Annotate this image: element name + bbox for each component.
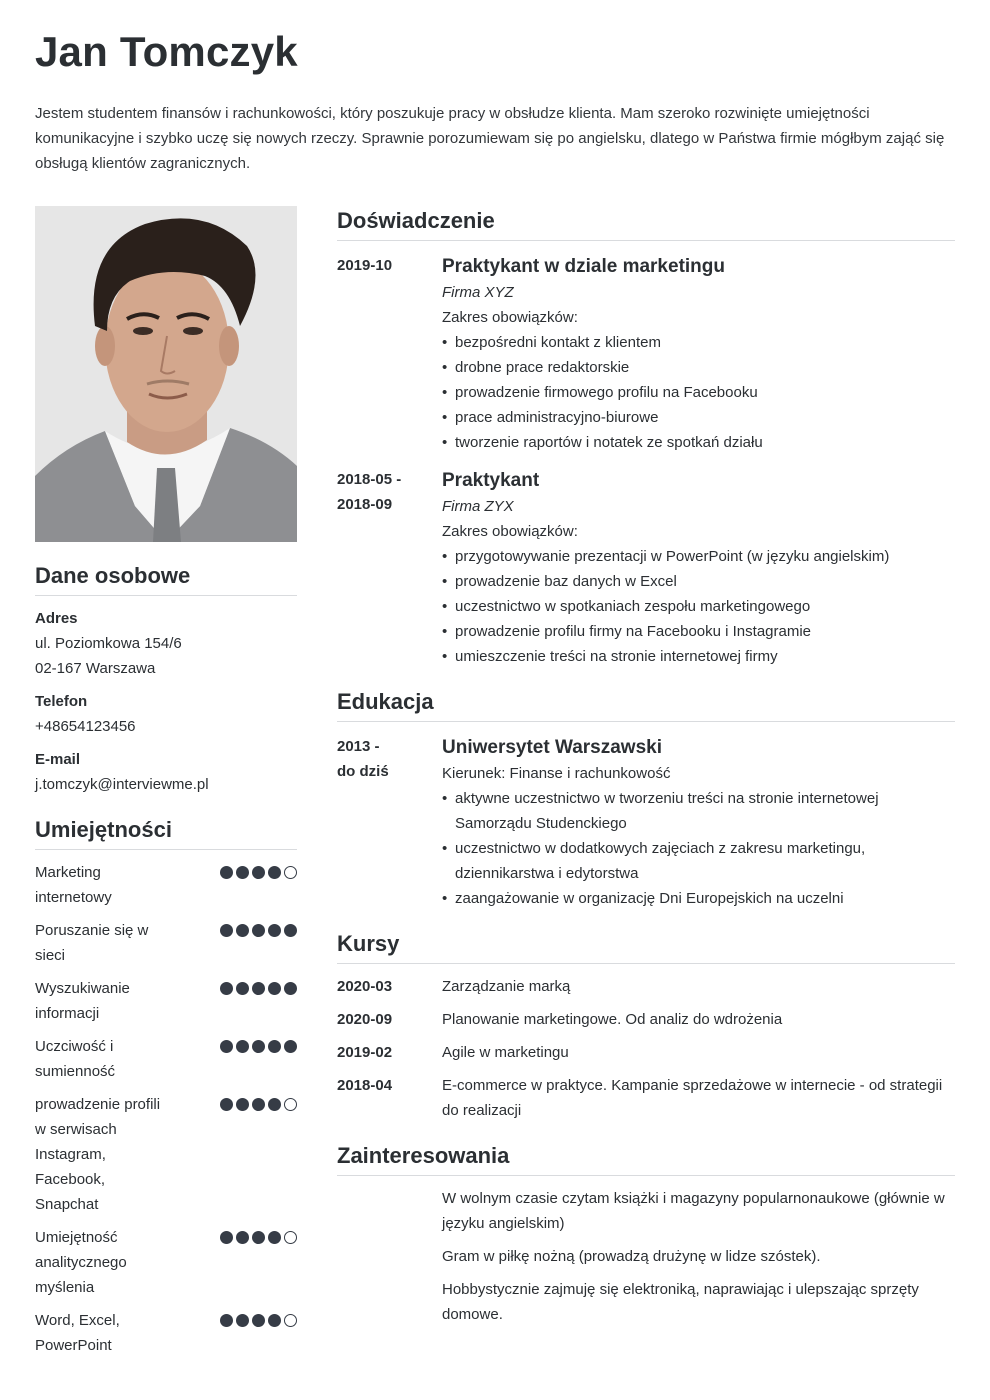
rating-dot-filled [236, 1098, 249, 1111]
course-name: Planowanie marketingowe. Od analiz do wdrożenia [442, 1011, 783, 1028]
interest-item: Gram w piłkę nożną (prowadzą drużynę w lidze szóstek). [442, 1248, 821, 1265]
rating-dot-filled [220, 982, 233, 995]
rating-dot-filled [220, 924, 233, 937]
rating-dot-empty [284, 866, 297, 879]
skill-name: prowadzenie profili w serwisach Instagram, Facebook, Snapchat [35, 1096, 161, 1213]
rating-dot-filled [252, 1040, 265, 1053]
skill-name: Word, Excel, PowerPoint [35, 1312, 120, 1354]
email-label: E-mail [35, 751, 81, 768]
rating-dot-filled [268, 866, 281, 879]
education-entry [337, 734, 955, 911]
rating-dot-filled [268, 924, 281, 937]
portrait-image [35, 206, 297, 542]
skill-item [35, 1092, 297, 1217]
experience-section [337, 208, 955, 669]
responsibility-item: • prowadzenie baz danych w Excel [442, 569, 955, 594]
address-line-2: 02-167 Warszawa [35, 660, 156, 677]
education-bullet: • zaangażowanie w organizację Dni Europejskich na uczelni [442, 886, 955, 911]
skill-item [35, 1308, 297, 1358]
responsibilities-list [442, 544, 955, 669]
skill-item [35, 976, 297, 1026]
course-name: Zarządzanie marką [442, 978, 571, 995]
rating-dot-filled [236, 1231, 249, 1244]
skill-rating [220, 860, 297, 879]
responsibilities-label: Zakres obowiązków: [442, 309, 578, 326]
responsibility-item: • przygotowywanie prezentacji w PowerPoint (w języku angielskim) [442, 544, 955, 569]
courses-list [337, 974, 955, 1123]
skill-rating [220, 976, 297, 995]
interests-list [337, 1186, 955, 1327]
responsibility-item: • prowadzenie profilu firmy na Facebooku i Instagramie [442, 619, 955, 644]
address-label: Adres [35, 610, 78, 627]
education-heading: Edukacja [337, 689, 955, 722]
left-column [35, 206, 297, 1366]
interest-item: Hobbystycznie zajmuję się elektroniką, naprawiając i ulepszając sprzęty domowe. [442, 1281, 919, 1323]
job-title: Praktykant [442, 470, 540, 491]
rating-dot-filled [268, 982, 281, 995]
rating-dot-filled [252, 1231, 265, 1244]
interests-heading: Zainteresowania [337, 1143, 955, 1176]
rating-dot-filled [236, 1314, 249, 1327]
skill-item [35, 1034, 297, 1084]
rating-dot-filled [252, 1314, 265, 1327]
experience-date-end: 2018-09 [337, 496, 393, 513]
skill-name: Wyszukiwanie informacji [35, 980, 130, 1022]
skill-name: Uczciwość i sumienność [35, 1038, 116, 1080]
phone-group [35, 689, 297, 739]
experience-date [337, 253, 442, 455]
experience-date [337, 467, 442, 669]
skill-rating [220, 1034, 297, 1053]
rating-dot-filled [220, 1040, 233, 1053]
rating-dot-filled [236, 924, 249, 937]
experience-entry [337, 253, 955, 455]
rating-dot-filled [252, 1098, 265, 1111]
rating-dot-filled [284, 924, 297, 937]
skill-item [35, 860, 297, 910]
address-group [35, 606, 297, 681]
rating-dot-filled [220, 1314, 233, 1327]
course-item [337, 1040, 955, 1065]
skill-name: Marketing internetowy [35, 864, 112, 906]
interest-item: W wolnym czasie czytam książki i magazyny popularnonaukowe (głównie w języku angielskim) [442, 1190, 945, 1232]
education-date-end: do dziś [337, 763, 389, 780]
candidate-name: Jan Tomczyk [35, 28, 298, 75]
education-bullet: • uczestnictwo w dodatkowych zajęciach z zakresu marketingu, dziennikarstwa i edytorstwa [442, 836, 955, 886]
rating-dot-filled [268, 1040, 281, 1053]
skill-name: Umiejętność analitycznego myślenia [35, 1229, 127, 1296]
personal-data-heading: Dane osobowe [35, 563, 297, 596]
responsibility-item: • umieszczenie treści na stronie internetowej firmy [442, 644, 955, 669]
course-date: 2020-09 [337, 1011, 393, 1028]
field-of-study: Kierunek: Finanse i rachunkowość [442, 765, 671, 782]
experience-content [442, 253, 955, 455]
rating-dot-filled [252, 866, 265, 879]
course-date: 2019-02 [337, 1044, 393, 1061]
experience-heading: Doświadczenie [337, 208, 955, 241]
course-item [337, 1007, 955, 1032]
rating-dot-filled [252, 982, 265, 995]
rating-dot-empty [284, 1098, 297, 1111]
job-title: Praktykant w dziale marketingu [442, 256, 725, 277]
experience-list [337, 253, 955, 669]
education-section [337, 689, 955, 911]
rating-dot-filled [220, 1231, 233, 1244]
rating-dot-filled [268, 1098, 281, 1111]
company-name: Firma XYZ [442, 284, 514, 301]
responsibility-item: • uczestnictwo w spotkaniach zespołu marketingowego [442, 594, 955, 619]
responsibility-item: • prace administracyjno-biurowe [442, 405, 955, 430]
rating-dot-filled [268, 1314, 281, 1327]
rating-dot-filled [236, 982, 249, 995]
experience-date-start: 2019-10 [337, 257, 393, 274]
responsibilities-label: Zakres obowiązków: [442, 523, 578, 540]
experience-date-start: 2018-05 - [337, 471, 402, 488]
education-content [442, 734, 955, 911]
right-column [337, 208, 955, 1341]
skills-list [35, 860, 297, 1358]
skill-name: Poruszanie się w sieci [35, 922, 149, 964]
experience-entry [337, 467, 955, 669]
rating-dot-empty [284, 1231, 297, 1244]
rating-dot-filled [268, 1231, 281, 1244]
phone-value: +48654123456 [35, 718, 136, 735]
skill-item [35, 1225, 297, 1300]
personal-data-section [35, 606, 297, 797]
course-date: 2020-03 [337, 978, 393, 995]
education-date [337, 734, 442, 911]
experience-content [442, 467, 955, 669]
email-value: j.tomczyk@interviewme.pl [35, 776, 209, 793]
rating-dot-filled [236, 1040, 249, 1053]
summary-text: Jestem studentem finansów i rachunkowości, który poszukuje pracy w obsłudze klienta. Mam szeroko rozwinięte umiejętności komunikacyjne i szybko uczę się nowych rzeczy. Sprawnie porozumiewam się po angielsku, dlatego w Państwa firmie mógłbym zająć się obsługą klientów zagranicznych. [35, 105, 945, 172]
course-name: Agile w marketingu [442, 1044, 569, 1061]
course-item [337, 974, 955, 999]
phone-label: Telefon [35, 693, 88, 710]
skill-rating [220, 1225, 297, 1244]
rating-dot-empty [284, 1314, 297, 1327]
education-bullet: • aktywne uczestnictwo w tworzeniu treści na stronie internetowej Samorządu Studenckiego [442, 786, 955, 836]
education-date-start: 2013 - [337, 738, 380, 755]
skill-rating [220, 918, 297, 937]
responsibility-item: • tworzenie raportów i notatek ze spotkań działu [442, 430, 955, 455]
address-line-1: ul. Poziomkowa 154/6 [35, 635, 182, 652]
skill-item [35, 918, 297, 968]
rating-dot-filled [284, 982, 297, 995]
school-name: Uniwersytet Warszawski [442, 737, 662, 758]
courses-heading: Kursy [337, 931, 955, 964]
skill-rating [220, 1092, 297, 1111]
rating-dot-filled [220, 866, 233, 879]
email-group [35, 747, 297, 797]
responsibility-item: • bezpośredni kontakt z klientem [442, 330, 955, 355]
responsibility-item: • drobne prace redaktorskie [442, 355, 955, 380]
interests-section [337, 1143, 955, 1327]
profile-photo [35, 206, 297, 542]
responsibility-item: • prowadzenie firmowego profilu na Facebooku [442, 380, 955, 405]
courses-section [337, 931, 955, 1123]
course-item [337, 1073, 955, 1123]
course-name: E-commerce w praktyce. Kampanie sprzedażowe w internecie - od strategii do realizacji [442, 1077, 943, 1119]
rating-dot-filled [220, 1098, 233, 1111]
rating-dot-filled [284, 1040, 297, 1053]
responsibilities-list [442, 330, 955, 455]
company-name: Firma ZYX [442, 498, 514, 515]
skill-rating [220, 1308, 297, 1327]
rating-dot-filled [252, 924, 265, 937]
course-date: 2018-04 [337, 1077, 393, 1094]
skills-heading: Umiejętności [35, 817, 297, 850]
rating-dot-filled [236, 866, 249, 879]
education-bullets [442, 786, 955, 911]
